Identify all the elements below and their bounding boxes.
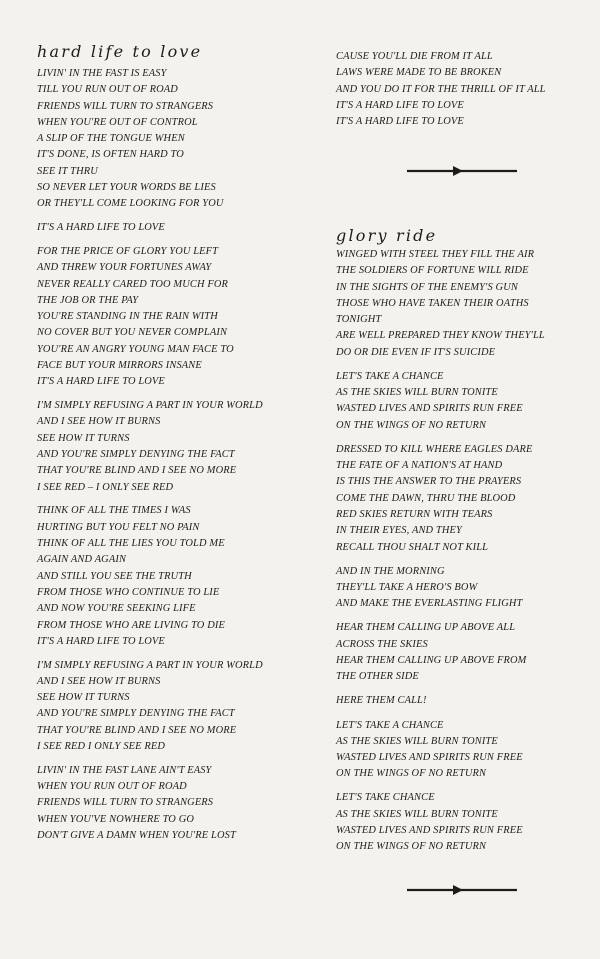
lyric-line: FRIENDS WILL TURN TO STRANGERS (37, 797, 214, 809)
lyric-line: AND IN THE MORNING (336, 565, 445, 577)
stanza (37, 398, 302, 496)
lyric-line: YOU'RE STANDING IN THE RAIN WITH (37, 311, 218, 323)
right-column-continuation (336, 49, 591, 130)
stanza (336, 442, 591, 556)
lyric-line: LIVIN' IN THE FAST IS EASY (37, 68, 167, 79)
lyric-line: WHEN YOU'VE NOWHERE TO GO (37, 813, 195, 825)
lyric-line: AS THE SKIES WILL BURN TONITE (336, 387, 498, 399)
lyrics-glory-ride (336, 247, 591, 856)
left-column (37, 42, 302, 844)
lyric-line: IT'S A HARD LIFE TO LOVE (336, 99, 464, 111)
stanza (336, 369, 591, 434)
lyric-line: IT'S A HARD LIFE TO LOVE (37, 376, 165, 388)
lyric-line: TILL YOU RUN OUT OF ROAD (37, 84, 178, 96)
lyric-line: AS THE SKIES WILL BURN TONITE (336, 735, 498, 747)
lyric-line: THE FATE OF A NATION'S AT HAND (336, 460, 503, 472)
lyric-line: FOR THE PRICE OF GLORY YOU LEFT (37, 245, 219, 257)
lyric-line: HEAR THEM CALLING UP ABOVE ALL (336, 622, 516, 634)
lyric-line: DO OR DIE EVEN IF IT'S SUICIDE (336, 346, 496, 358)
lyric-line: HEAR THEM CALLING UP ABOVE FROM (336, 655, 527, 667)
lyric-line: ON THE WINGS OF NO RETURN (336, 419, 487, 431)
lyric-line: AND STILL YOU SEE THE TRUTH (37, 570, 192, 582)
lyric-line: SO NEVER LET YOUR WORDS BE LIES (37, 182, 216, 194)
lyric-line: DRESSED TO KILL WHERE EAGLES DARE (336, 443, 533, 455)
lyric-line: ON THE WINGS OF NO RETURN (336, 841, 487, 853)
song-title-glory-ride: glory ride (336, 226, 438, 245)
lyric-line: WASTED LIVES AND SPIRITS RUN FREE (336, 403, 523, 415)
lyric-line: IT'S A HARD LIFE TO LOVE (37, 222, 165, 234)
lyric-line: YOU'RE AN ANGRY YOUNG MAN FACE TO (37, 343, 234, 355)
lyric-line: WHEN YOU RUN OUT OF ROAD (37, 781, 187, 793)
lyric-line: HERE THEM CALL! (336, 695, 427, 707)
lyric-line: FROM THOSE WHO CONTINUE TO LIE (37, 586, 220, 598)
lyric-line: AND THREW YOUR FORTUNES AWAY (37, 262, 212, 274)
lyric-line: AND MAKE THE EVERLASTING FLIGHT (336, 598, 523, 610)
lyric-line: THE OTHER SIDE (336, 671, 419, 683)
lyric-line: AND I SEE HOW IT BURNS (37, 675, 161, 687)
lyric-line: AND YOU'RE SIMPLY DENYING THE FACT (37, 708, 235, 720)
lyric-line: AS THE SKIES WILL BURN TONITE (336, 808, 498, 820)
lyric-line: NEVER REALLY CARED TOO MUCH FOR (37, 278, 228, 290)
lyric-line: LET'S TAKE A CHANCE (336, 370, 444, 382)
lyric-line: IS THIS THE ANSWER TO THE PRAYERS (336, 476, 522, 488)
lyric-line: COME THE DAWN, THRU THE BLOOD (336, 492, 516, 504)
lyric-line: LIVIN' IN THE FAST LANE AIN'T EASY (37, 764, 212, 776)
lyric-line: WHEN YOU'RE OUT OF CONTROL (37, 116, 198, 128)
lyric-line: SEE HOW IT TURNS (37, 692, 130, 704)
lyric-line: I'M SIMPLY REFUSING A PART IN YOUR WORLD (37, 400, 263, 412)
lyric-line: A SLIP OF THE TONGUE WHEN (37, 133, 185, 145)
stanza (37, 503, 302, 650)
stanza (37, 244, 302, 391)
lyric-line: IT'S DONE, IS OFTEN HARD TO (37, 149, 184, 161)
lyric-line: HURTING BUT YOU FELT NO PAIN (37, 521, 200, 533)
stanza (336, 693, 591, 709)
lyric-line: FROM THOSE WHO ARE LIVING TO DIE (37, 619, 225, 631)
stanza (37, 763, 302, 844)
stanza (336, 718, 591, 783)
lyric-line: AND NOW YOU'RE SEEKING LIFE (37, 603, 196, 615)
lyric-line: RECALL THOU SHALT NOT KILL (336, 541, 489, 553)
lyric-line: NO COVER BUT YOU NEVER COMPLAIN (37, 327, 228, 339)
lyric-line: THINK OF ALL THE LIES YOU TOLD ME (37, 538, 225, 550)
lyric-line: THINK OF ALL THE TIMES I WAS (37, 505, 191, 517)
arrow-divider-icon (405, 883, 519, 897)
stanza (336, 620, 591, 685)
stanza (336, 564, 591, 613)
arrow-divider-icon (405, 164, 519, 178)
lyric-line: AND I SEE HOW IT BURNS (37, 416, 161, 428)
lyric-line: LET'S TAKE CHANCE (336, 792, 435, 804)
lyric-line: THEY'LL TAKE A HERO'S BOW (336, 582, 478, 594)
lyric-line: SEE IT THRU (37, 165, 98, 177)
lyric-line: THE SOLDIERS OF FORTUNE WILL RIDE (336, 265, 529, 277)
stanza (336, 790, 591, 855)
lyric-line: FRIENDS WILL TURN TO STRANGERS (37, 100, 214, 112)
lyric-line: SEE HOW IT TURNS (37, 432, 130, 444)
song-title-hard-life-to-love: hard life to love (37, 42, 203, 61)
lyric-line: LET'S TAKE A CHANCE (336, 719, 444, 731)
lyric-line: THE JOB OR THE PAY (37, 294, 139, 306)
lyric-line: THOSE WHO HAVE TAKEN THEIR OATHS (336, 297, 529, 309)
lyric-line: WASTED LIVES AND SPIRITS RUN FREE (336, 752, 523, 764)
stanza (37, 658, 302, 756)
lyric-line: AGAIN AND AGAIN (37, 554, 127, 566)
stanza (37, 66, 302, 213)
lyric-line: AND YOU'RE SIMPLY DENYING THE FACT (37, 449, 235, 461)
lyric-line: AND YOU DO IT FOR THE THRILL OF IT ALL (336, 83, 546, 95)
stanza (336, 49, 591, 130)
stanza (37, 220, 302, 236)
lyric-line: RED SKIES RETURN WITH TEARS (336, 509, 493, 521)
lyric-line: I'M SIMPLY REFUSING A PART IN YOUR WORLD (37, 659, 263, 671)
lyric-line: DON'T GIVE A DAMN WHEN YOU'RE LOST (37, 830, 236, 842)
stanza (336, 247, 591, 361)
lyric-line: CAUSE YOU'LL DIE FROM IT ALL (336, 51, 493, 62)
lyric-line: I SEE RED I ONLY SEE RED (37, 741, 166, 753)
lyric-line: ARE WELL PREPARED THEY KNOW THEY'LL (336, 330, 545, 342)
lyric-line: IN THEIR EYES, AND THEY (336, 525, 462, 537)
lyric-line: WASTED LIVES AND SPIRITS RUN FREE (336, 825, 523, 837)
lyric-line: I SEE RED – I ONLY SEE RED (37, 481, 174, 493)
lyric-line: WINGED WITH STEEL THEY FILL THE AIR (336, 249, 535, 260)
lyric-line: TONIGHT (336, 314, 382, 326)
lyric-line: FACE BUT YOUR MIRRORS INSANE (37, 360, 202, 372)
lyric-line: OR THEY'LL COME LOOKING FOR YOU (37, 198, 224, 210)
lyric-line: THAT YOU'RE BLIND AND I SEE NO MORE (37, 465, 237, 477)
lyric-line: IT'S A HARD LIFE TO LOVE (37, 635, 165, 647)
lyric-line: IN THE SIGHTS OF THE ENEMY'S GUN (336, 281, 518, 293)
lyrics-hard-life-to-love (37, 66, 302, 844)
right-column (336, 226, 591, 856)
lyric-line: THAT YOU'RE BLIND AND I SEE NO MORE (37, 724, 237, 736)
lyric-line: IT'S A HARD LIFE TO LOVE (336, 116, 464, 128)
lyric-line: LAWS WERE MADE TO BE BROKEN (336, 67, 502, 79)
lyric-line: ACROSS THE SKIES (336, 638, 428, 650)
lyric-line: ON THE WINGS OF NO RETURN (336, 768, 487, 780)
